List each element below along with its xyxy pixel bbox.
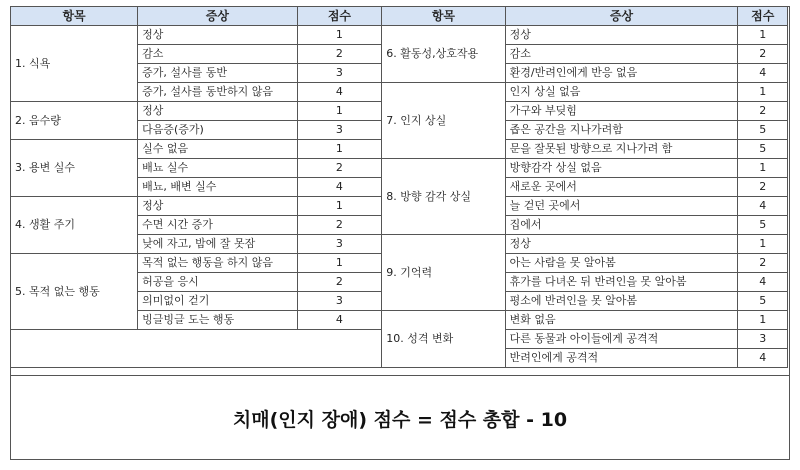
score-cell: 2 [738,254,788,273]
header-score: 점수 [738,7,788,26]
dementia-score-sheet [10,6,790,460]
symptom-cell: 수면 시간 증가 [138,216,297,235]
symptom-cell: 늘 걷던 곳에서 [505,197,738,216]
score-cell: 4 [738,197,788,216]
score-cell: 3 [297,292,382,311]
score-cell: 3 [297,121,382,140]
symptom-cell: 배뇨 실수 [138,159,297,178]
symptom-cell: 정상 [138,26,297,45]
score-cell: 3 [738,330,788,349]
score-table [10,6,788,368]
score-cell: 1 [738,83,788,102]
table-row [11,26,788,45]
symptom-cell: 변화 없음 [505,311,738,330]
score-cell: 1 [297,26,382,45]
category-disorientation: 8. 방향 감각 상실 [382,159,505,235]
score-cell: 4 [297,311,382,330]
symptom-cell: 집에서 [505,216,738,235]
symptom-cell: 감소 [505,45,738,64]
header-score: 점수 [297,7,382,26]
category-aimless-behavior: 5. 목적 없는 행동 [11,254,138,330]
symptom-cell: 허공을 응시 [138,273,297,292]
score-cell: 5 [738,121,788,140]
category-memory: 9. 기억력 [382,235,505,311]
symptom-cell: 아는 사람을 못 알아봄 [505,254,738,273]
score-cell: 4 [738,64,788,83]
header-item: 항목 [382,7,505,26]
symptom-cell: 새로운 곳에서 [505,178,738,197]
header-row [11,7,788,26]
symptom-cell: 가구와 부딪힘 [505,102,738,121]
score-cell: 1 [738,159,788,178]
symptom-cell: 다른 동물과 아이들에게 공격적 [505,330,738,349]
header-item: 항목 [11,7,138,26]
symptom-cell: 방향감각 상실 없음 [505,159,738,178]
score-cell: 1 [738,235,788,254]
score-cell: 5 [738,216,788,235]
symptom-cell: 평소에 반려인을 못 알아봄 [505,292,738,311]
score-cell: 1 [738,26,788,45]
score-cell: 1 [297,254,382,273]
category-personality-change: 10. 성격 변화 [382,311,505,368]
score-cell: 5 [738,292,788,311]
symptom-cell: 정상 [505,26,738,45]
score-cell: 2 [297,273,382,292]
symptom-cell: 반려인에게 공격적 [505,349,738,368]
score-cell: 1 [297,140,382,159]
symptom-cell: 증가, 설사를 동반 [138,64,297,83]
symptom-cell: 정상 [505,235,738,254]
score-cell: 2 [738,102,788,121]
symptom-cell: 정상 [138,102,297,121]
score-cell: 1 [738,311,788,330]
symptom-cell: 정상 [138,197,297,216]
category-activity: 6. 활동성,상호작용 [382,26,505,83]
symptom-cell: 휴가를 다녀온 뒤 반려인을 못 알아봄 [505,273,738,292]
empty-cell [11,330,382,368]
score-cell: 4 [738,273,788,292]
score-cell: 1 [297,102,382,121]
symptom-cell: 감소 [138,45,297,64]
score-cell: 2 [297,216,382,235]
symptom-cell: 빙글빙글 도는 행동 [138,311,297,330]
symptom-cell: 실수 없음 [138,140,297,159]
score-cell: 4 [297,178,382,197]
score-cell: 3 [297,64,382,83]
score-cell: 3 [297,235,382,254]
symptom-cell: 배뇨, 배변 실수 [138,178,297,197]
category-water-intake: 2. 음수량 [11,102,138,140]
symptom-cell: 좁은 공간을 지나가려함 [505,121,738,140]
score-cell: 5 [738,140,788,159]
category-toilet-accidents: 3. 용변 실수 [11,140,138,197]
score-cell: 4 [297,83,382,102]
formula-area [11,375,789,460]
category-cognition-loss: 7. 인지 상실 [382,83,505,159]
symptom-cell: 환경/반려인에게 반응 없음 [505,64,738,83]
category-appetite: 1. 식욕 [11,26,138,102]
category-sleep-cycle: 4. 생활 주기 [11,197,138,254]
score-cell: 1 [297,197,382,216]
symptom-cell: 인지 상실 없음 [505,83,738,102]
score-cell: 2 [297,45,382,64]
header-symptom: 증상 [505,7,738,26]
symptom-cell: 목적 없는 행동을 하지 않음 [138,254,297,273]
symptom-cell: 낮에 자고, 밤에 잘 못잠 [138,235,297,254]
symptom-cell: 문을 잘못된 방향으로 지나가려 함 [505,140,738,159]
symptom-cell: 다음증(증가) [138,121,297,140]
score-cell: 2 [738,178,788,197]
score-cell: 4 [738,349,788,368]
score-cell: 2 [738,45,788,64]
symptom-cell: 증가, 설사를 동반하지 않음 [138,83,297,102]
symptom-cell: 의미없이 걷기 [138,292,297,311]
header-symptom: 증상 [138,7,297,26]
score-cell: 2 [297,159,382,178]
score-formula: 치매(인지 장애) 점수 = 점수 총합 - 10 [232,408,568,431]
